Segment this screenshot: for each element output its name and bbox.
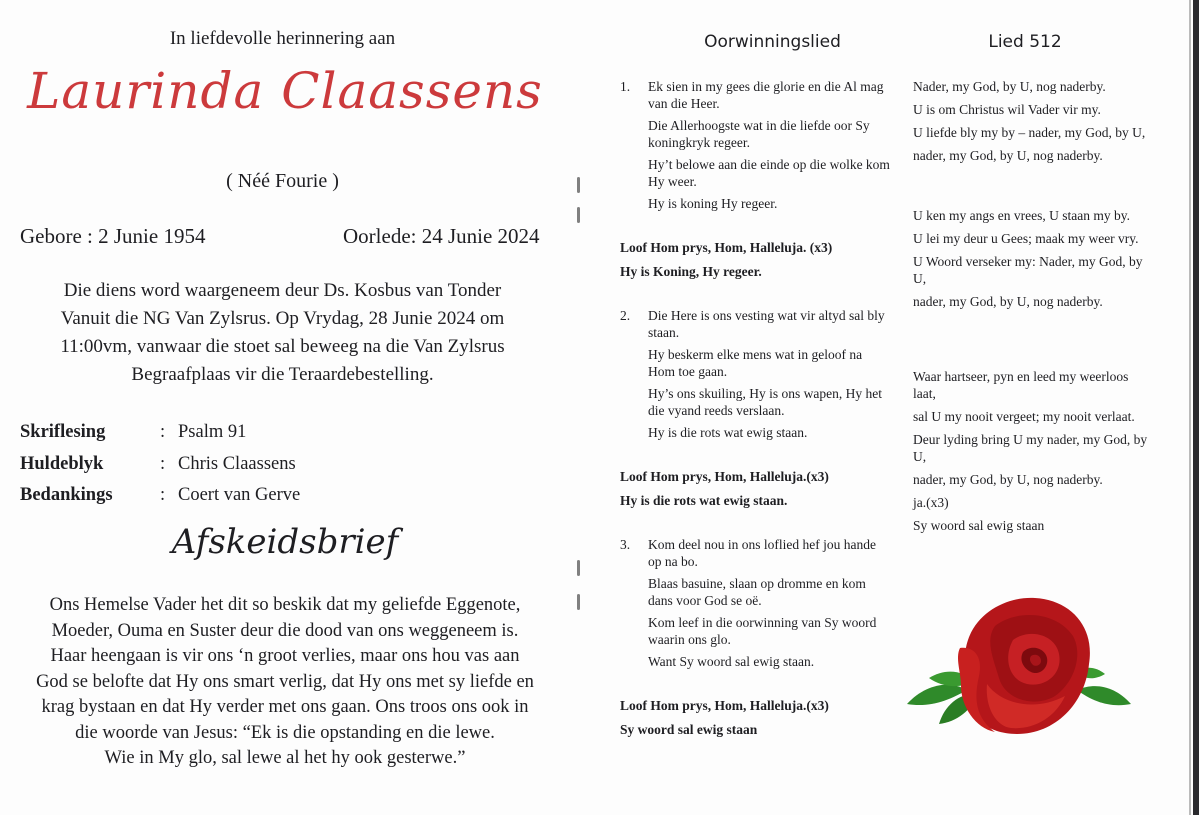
song1-chorus-2 xyxy=(620,465,829,513)
stanza-line: Waar hartseer, pyn en leed my weerloos laat, xyxy=(913,369,1129,401)
scan-edge xyxy=(1193,0,1199,815)
verse-line: Hy is koning Hy regeer. xyxy=(648,196,778,211)
stanza-line: U lei my deur u Gees; maak my weer vry. xyxy=(913,231,1139,246)
maiden-name: ( Néé Fourie ) xyxy=(226,170,339,192)
chorus-line: Loof Hom prys, Hom, Halleluja.(x3) xyxy=(620,469,829,484)
letter-line: Wie in My glo, sal lewe al het hy ook gesterwe.” xyxy=(104,748,466,768)
programme-label: Huldeblyk xyxy=(20,453,104,474)
fold-mark xyxy=(577,560,580,576)
stanza-line: Deur lyding bring U my nader, my God, by U, xyxy=(913,432,1148,464)
birth-date: Gebore : 2 Junie 1954 xyxy=(20,224,206,248)
stanza-line: U ken my angs en vrees, U staan my by. xyxy=(913,208,1130,223)
stanza-line: ja.(x3) xyxy=(913,495,949,510)
stanza-line: nader, my God, by U, nog naderby. xyxy=(913,294,1103,309)
song2-title: Lied 512 xyxy=(988,32,1062,52)
chorus-line: Hy is die rots wat ewig staan. xyxy=(620,493,788,508)
programme-row xyxy=(20,485,300,517)
programme-value: Coert van Gerve xyxy=(178,485,301,505)
verse-line: Hy’s ons skuiling, Hy is ons wapen, Hy het die vyand reeds verslaan. xyxy=(648,386,882,418)
letter-line: die woorde van Jesus: “Ek is die opstanding en die lewe. xyxy=(75,722,495,743)
song1-chorus-3 xyxy=(620,694,829,742)
stanza-line: Sy woord sal ewig staan xyxy=(913,518,1045,533)
stanza-line: U is om Christus wil Vader vir my. xyxy=(913,102,1101,117)
verse-line: Kom leef in die oorwinning van Sy woord waarin ons glo. xyxy=(648,615,877,647)
verse-line: Kom deel nou in ons loflied hef jou hande op na bo. xyxy=(648,537,876,569)
service-line: Begraafplaas vir die Teraardebestelling. xyxy=(131,364,434,385)
verse-line: Hy beskerm elke mens wat in geloof na Hom toe gaan. xyxy=(648,347,863,379)
verse-line: Want Sy woord sal ewig staan. xyxy=(648,654,815,669)
deceased-name: Laurinda Claassens xyxy=(27,62,543,120)
chorus-line: Loof Hom prys, Hom, Halleluja.(x3) xyxy=(620,698,829,713)
programme-value: Psalm 91 xyxy=(178,422,247,442)
verse-number: 3. xyxy=(620,537,631,552)
verse-line: Hy is die rots wat ewig staan. xyxy=(648,425,808,440)
death-date: Oorlede: 24 Junie 2024 xyxy=(343,224,540,248)
letter-line: Moeder, Ouma en Suster deur die dood van ons weggeneem is. xyxy=(51,620,519,641)
verse-number: 1. xyxy=(620,79,631,94)
scan-edge xyxy=(1189,0,1191,815)
letter-line: God se belofte dat Hy ons smart verlig, dat Hy ons met sy liefde en xyxy=(36,671,534,692)
stanza-line: U Woord verseker my: Nader, my God, by U, xyxy=(913,254,1143,286)
separator: : xyxy=(160,422,166,442)
verse-number: 2. xyxy=(620,308,631,323)
stanza-line: sal U my nooit vergeet; my nooit verlaat. xyxy=(913,409,1135,424)
farewell-letter xyxy=(20,593,550,772)
chorus-line: Sy woord sal ewig staan xyxy=(620,722,758,737)
letter-line: Ons Hemelse Vader het dit so beskik dat my geliefde Eggenote, xyxy=(49,595,521,615)
service-details xyxy=(0,277,565,389)
song1-verse-1 xyxy=(620,78,890,217)
stanza-line: U liefde bly my by – nader, my God, by U, xyxy=(913,125,1146,140)
letter-line: Haar heengaan is vir ons ‘n groot verlies, maar ons hou vas aan xyxy=(50,646,520,666)
song2-stanza-1 xyxy=(913,78,1153,170)
left-page xyxy=(0,0,575,815)
fold-mark xyxy=(577,177,580,193)
stanza-line: nader, my God, by U, nog naderby. xyxy=(913,472,1103,487)
verse-line: Hy’t belowe aan die einde op die wolke kom Hy weer. xyxy=(648,157,890,189)
programme-value: Chris Claassens xyxy=(178,453,296,474)
programme-row xyxy=(20,454,300,486)
programme-row xyxy=(20,422,300,454)
red-rose-icon xyxy=(905,596,1133,736)
stanza-line: Nader, my God, by U, nog naderby. xyxy=(913,79,1106,94)
service-line: Die diens word waargeneem deur Ds. Kosbus van Tonder xyxy=(63,280,502,301)
fold-mark xyxy=(577,207,580,223)
intro-text: In liefdevolle herinnering aan xyxy=(169,28,396,49)
programme-label: Bedankings xyxy=(20,485,113,505)
programme-list xyxy=(20,422,300,517)
song1-title: Oorwinningslied xyxy=(704,32,841,52)
chorus-line: Loof Hom prys, Hom, Halleluja. (x3) xyxy=(620,240,833,255)
chorus-line: Hy is Koning, Hy regeer. xyxy=(620,264,762,279)
fold-mark xyxy=(577,594,580,610)
letter-line: krag bystaan en dat Hy verder met ons gaan. Ons troos ons ook in xyxy=(41,697,529,717)
verse-line: Die Here is ons vesting wat vir altyd sal bly staan. xyxy=(648,308,885,340)
song1-chorus-1 xyxy=(620,236,832,284)
verse-line: Blaas basuine, slaan op dromme en kom dans voor God se oë. xyxy=(648,576,866,608)
song1-verse-2 xyxy=(620,307,890,446)
song2-stanza-3 xyxy=(913,368,1153,540)
programme-label: Skriflesing xyxy=(20,422,106,442)
verse-line: Ek sien in my gees die glorie en die Al mag van die Heer. xyxy=(648,79,884,111)
farewell-heading: Afskeidsbrief xyxy=(171,522,399,562)
separator: : xyxy=(160,453,166,474)
song2-stanza-2 xyxy=(913,207,1153,316)
service-line: 11:00vm, vanwaar die stoet sal beweeg na die Van Zylsrus xyxy=(60,336,505,357)
stanza-line: nader, my God, by U, nog naderby. xyxy=(913,148,1103,163)
separator: : xyxy=(160,485,166,505)
song1-verse-3 xyxy=(620,536,890,675)
service-line: Vanuit die NG Van Zylsrus. Op Vrydag, 28 Junie 2024 om xyxy=(60,308,505,329)
verse-line: Die Allerhoogste wat in die liefde oor Sy koningkryk regeer. xyxy=(648,118,870,150)
